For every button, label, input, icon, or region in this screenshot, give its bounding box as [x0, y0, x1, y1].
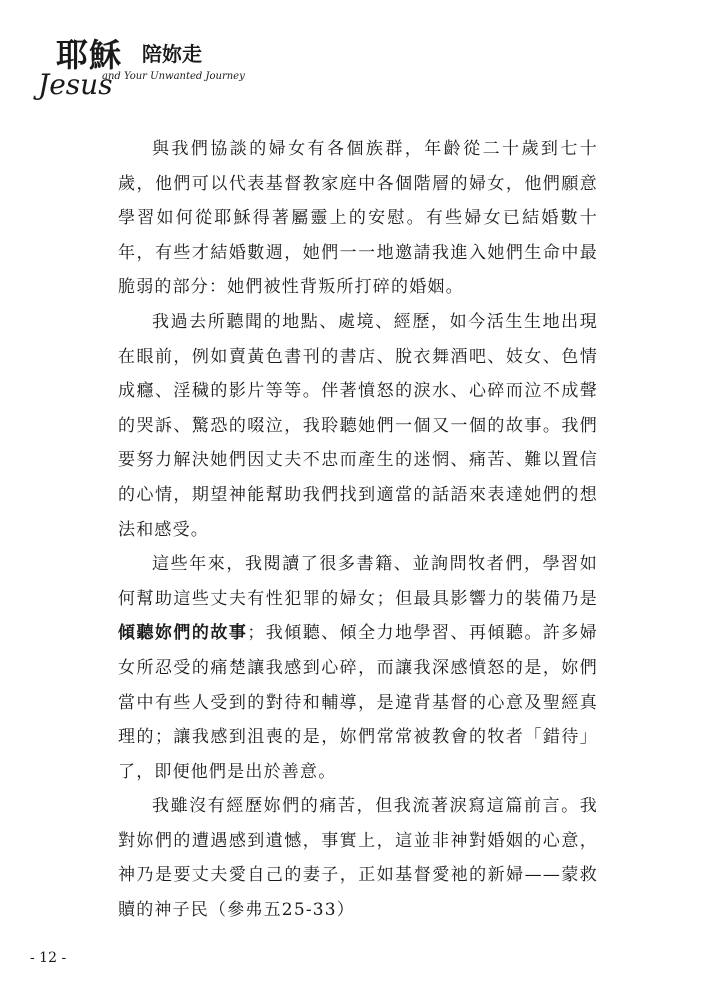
book-title-sub: 陪妳走 — [142, 42, 202, 66]
page-number: - 12 - — [30, 950, 67, 966]
emphasized-text: 傾聽妳們的故事 — [118, 623, 248, 644]
book-title-main: 耶穌 — [56, 36, 123, 74]
paragraph — [118, 547, 598, 789]
paragraph-text: ；我傾聽、傾全力地學習、再傾聽。許多婦女所忍受的痛楚讓我感到心碎，而讓我深感憤怒的是，妳們當中有些人受到的對待和輔導，是違背基督的心意及聖經真理的；讓我感到沮喪的是，妳們常常被教會的牧者「錯待」了，即便他們是出於善意。 — [118, 623, 598, 782]
book-header — [38, 30, 298, 100]
paragraph: 我過去所聽聞的地點、處境、經歷，如今活生生地出現在眼前，例如賣黃色書刊的書店、脫衣舞酒吧、妓女、色情成癮、淫穢的影片等等。伴著憤怒的淚水、心碎而泣不成聲的哭訴、驚恐的啜泣，我聆聽她們一個又一個的故事。我們要努力解決她們因丈夫不忠而產生的迷惘、痛苦、難以置信的心情，期望神能幫助我們找到適當的話語來表達她們的想法和感受。 — [118, 311, 598, 540]
paragraph: 與我們協談的婦女有各個族群，年齡從二十歲到七十歲，他們可以代表基督教家庭中各個階層的婦女，他們願意學習如何從耶穌得著屬靈上的安慰。有些婦女已結婚數十年，有些才結婚數週，她們一一地邀請我進入她們生命中最脆弱的部分：她們被性背叛所打碎的婚姻。 — [118, 139, 598, 298]
book-logo-script: Jesus — [38, 68, 113, 101]
book-tagline: and Your Unwanted Journey — [102, 71, 245, 82]
paragraph: 我雖沒有經歷妳們的痛苦，但我流著淚寫這篇前言。我對妳們的遭遇感到遺憾，事實上，這並非神對婚姻的心意，神乃是要丈夫愛自己的妻子，正如基督愛祂的新婦——蒙救贖的神子民（參弗五25-33） — [118, 796, 598, 921]
paragraph-text: 這些年來，我閱讀了很多書籍、並詢問牧者們，學習如何幫助這些丈夫有性犯罪的婦女；但最具影響力的裝備乃是 — [118, 554, 598, 609]
body-text — [118, 132, 598, 928]
